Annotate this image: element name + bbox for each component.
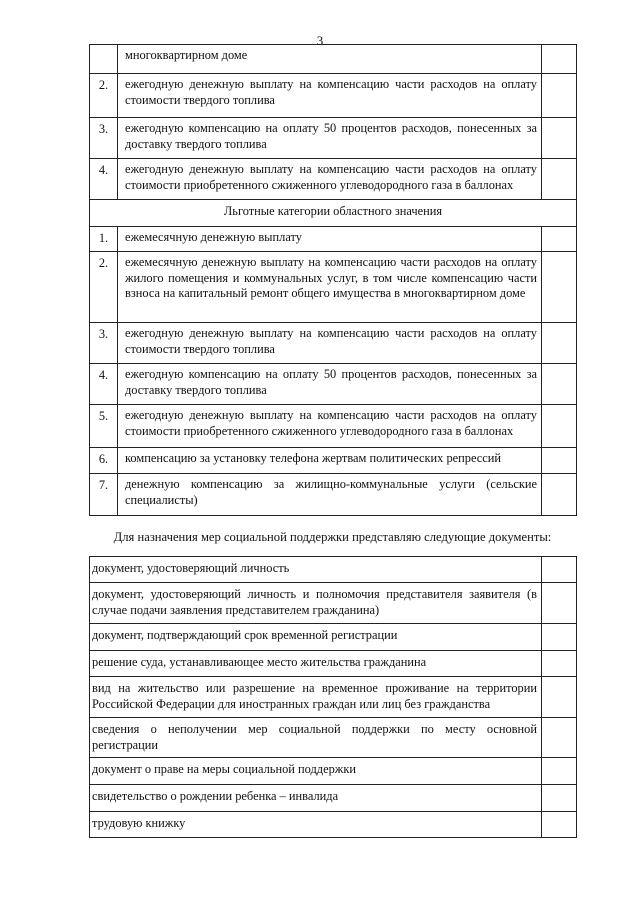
document-text: документ, подтверждающий срок временной регистрации xyxy=(90,624,542,651)
table-row xyxy=(90,474,577,516)
row-number: 4. xyxy=(90,364,118,405)
table-row xyxy=(90,45,577,74)
benefit-text: ежегодную денежную выплату на компенсацию части расходов на оплату стоимости приобретенного сжиженного углеводородного газа в баллонах xyxy=(118,159,542,200)
document-text: документ, удостоверяющий личность xyxy=(90,557,542,583)
checkbox-cell[interactable] xyxy=(542,252,577,323)
checkbox-cell[interactable] xyxy=(542,557,577,583)
table-row xyxy=(90,227,577,252)
document-text: решение суда, устанавливающее место жительства гражданина xyxy=(90,651,542,677)
benefit-text: ежегодную денежную выплату на компенсацию части расходов на оплату стоимости твердого топлива xyxy=(118,323,542,364)
checkbox-cell[interactable] xyxy=(542,651,577,677)
category-header: Льготные категории областного значения xyxy=(90,200,577,227)
table-row xyxy=(90,718,577,758)
checkbox-cell[interactable] xyxy=(542,758,577,785)
document-text: документ о праве на меры социальной поддержки xyxy=(90,758,542,785)
table-row xyxy=(90,323,577,364)
table-row xyxy=(90,583,577,624)
table-row xyxy=(90,557,577,583)
row-number: 3. xyxy=(90,118,118,159)
benefit-text: ежегодную компенсацию на оплату 50 процентов расходов, понесенных за доставку твердого топлива xyxy=(118,118,542,159)
row-number xyxy=(90,45,118,74)
table-row xyxy=(90,364,577,405)
row-number: 6. xyxy=(90,448,118,474)
document-text: трудовую книжку xyxy=(90,812,542,838)
benefit-text: компенсацию за установку телефона жертвам политических репрессий xyxy=(118,448,542,474)
documents-intro: Для назначения мер социальной поддержки представляю следующие документы: xyxy=(113,530,552,544)
checkbox-cell[interactable] xyxy=(542,45,577,74)
benefit-text: ежегодную денежную выплату на компенсацию части расходов на оплату стоимости приобретенного сжиженного углеводородного газа в баллонах xyxy=(118,405,542,448)
document-text: вид на жительство или разрешение на временное проживание на территории Российской Федерации для иностранных граждан или лиц без гражданства xyxy=(90,677,542,718)
document-text: сведения о неполучении мер социальной поддержки по месту основной регистрации xyxy=(90,718,542,758)
table-row xyxy=(90,624,577,651)
row-number: 2. xyxy=(90,252,118,323)
table-row xyxy=(90,785,577,812)
table-row xyxy=(90,651,577,677)
category-header-row xyxy=(90,200,577,227)
benefit-text: ежегодную денежную выплату на компенсацию части расходов на оплату стоимости твердого топлива xyxy=(118,74,542,118)
checkbox-cell[interactable] xyxy=(542,785,577,812)
row-number: 1. xyxy=(90,227,118,252)
checkbox-cell[interactable] xyxy=(542,448,577,474)
table-row xyxy=(90,74,577,118)
checkbox-cell[interactable] xyxy=(542,405,577,448)
row-number: 4. xyxy=(90,159,118,200)
benefit-text: ежемесячную денежную выплату xyxy=(118,227,542,252)
checkbox-cell[interactable] xyxy=(542,624,577,651)
checkbox-cell[interactable] xyxy=(542,159,577,200)
checkbox-cell[interactable] xyxy=(542,812,577,838)
checkbox-cell[interactable] xyxy=(542,364,577,405)
benefit-text: ежемесячную денежную выплату на компенсацию части расходов на оплату жилого помещения и коммунальных услуг, в том числе компенсацию части взноса на капитальный ремонт общего имущества в многоквартирном доме xyxy=(118,252,542,323)
table-row xyxy=(90,758,577,785)
table-row xyxy=(90,677,577,718)
document-text: документ, удостоверяющий личность и полномочия представителя заявителя (в случае подачи заявления представителем гражданина) xyxy=(90,583,542,624)
benefits-table xyxy=(89,44,577,516)
checkbox-cell[interactable] xyxy=(542,718,577,758)
table-row xyxy=(90,159,577,200)
checkbox-cell[interactable] xyxy=(542,227,577,252)
documents-table xyxy=(89,556,577,838)
table-row xyxy=(90,252,577,323)
checkbox-cell[interactable] xyxy=(542,118,577,159)
row-number: 7. xyxy=(90,474,118,516)
checkbox-cell[interactable] xyxy=(542,323,577,364)
checkbox-cell[interactable] xyxy=(542,583,577,624)
checkbox-cell[interactable] xyxy=(542,474,577,516)
benefit-text: ежегодную компенсацию на оплату 50 процентов расходов, понесенных за доставку твердого топлива xyxy=(118,364,542,405)
table-row xyxy=(90,118,577,159)
row-number: 3. xyxy=(90,323,118,364)
row-number: 5. xyxy=(90,405,118,448)
benefit-text: денежную компенсацию за жилищно-коммунальные услуги (сельские специалисты) xyxy=(118,474,542,516)
row-number: 2. xyxy=(90,74,118,118)
table-row xyxy=(90,812,577,838)
checkbox-cell[interactable] xyxy=(542,677,577,718)
table-row xyxy=(90,448,577,474)
document-text: свидетельство о рождении ребенка – инвалида xyxy=(90,785,542,812)
checkbox-cell[interactable] xyxy=(542,74,577,118)
table-row xyxy=(90,405,577,448)
benefit-text: многоквартирном доме xyxy=(118,45,542,74)
page-number: 3 xyxy=(316,33,324,48)
